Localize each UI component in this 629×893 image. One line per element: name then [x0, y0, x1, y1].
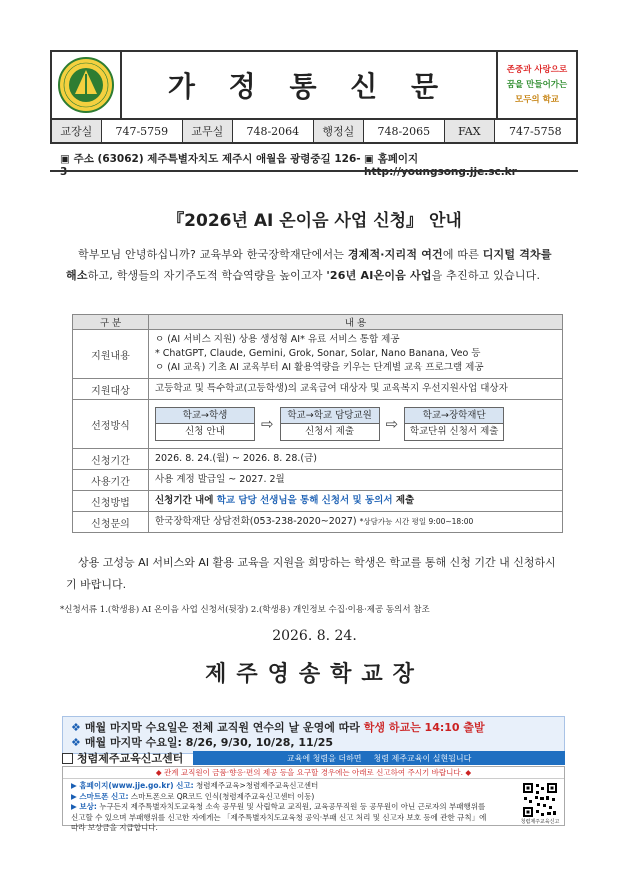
slogan-bar-text-2: 청렴 제주교육이 실현됩니다	[373, 753, 472, 763]
table-row	[73, 491, 563, 512]
slogan-line-1: 존중과 사랑으로	[506, 64, 568, 75]
phone-value-principal: 747-5759	[102, 120, 183, 142]
report-line-mobile	[71, 792, 491, 803]
school-address: ▣ 주소 (63062) 제주특별자치도 제주시 애월읍 광령중길 126-3	[60, 153, 361, 178]
flow-arrow-icon: ⇨	[261, 415, 274, 433]
report-line-web	[71, 781, 491, 792]
report-line-reward	[71, 802, 491, 834]
flow-arrow-icon: ⇨	[385, 415, 399, 433]
newsletter-title: 가 정 통 신 문	[167, 70, 451, 103]
row-label-method: 선정방식	[73, 400, 149, 449]
inquiry-phone: 한국장학재단 상담전화(053-238-2020~2027)	[155, 516, 357, 527]
report-line-reward-text: 누구든지 제주특별자치도교육청 소속 공무원 및 사립학교 교직원, 교육공무직원 등 공무원이 아닌 근로자의 부패행위를 신고할 수 있으며 부패행위를 신고한 자에게는 「제주특별자치도교육청 공익·부패 신고 처리 및 신고자 보호 등에 관한 규칙」에 따라 보상금을 지급합니다.	[71, 802, 487, 832]
slogan-bar-text-1: 교육에 청렴을 더하면	[286, 753, 362, 763]
notice-line-1-highlight: 학생 하교는 14:10 출발	[363, 721, 485, 734]
qr-code-icon[interactable]	[522, 782, 558, 818]
table-row	[73, 470, 563, 491]
checkbox-icon	[62, 753, 73, 764]
report-line-web-text: 청렴제주교육>청렴제주교육신고센터	[193, 781, 319, 790]
program-info-table	[72, 314, 563, 533]
flow-step-1-head: 학교→학생	[156, 408, 254, 424]
school-emblem-icon	[57, 56, 115, 114]
issue-date: 2026. 8. 24.	[272, 628, 357, 644]
notice-line-2-text: 매월 마지막 수요일: 8/26, 9/30, 10/28, 11/25	[84, 736, 334, 749]
selection-flow	[155, 403, 556, 445]
intro-paragraph	[66, 244, 566, 286]
phone-label-fax: FAX	[445, 120, 495, 142]
flow-step-2-head: 학교→학교 담당교원	[281, 408, 379, 424]
intro-bold-2: 디지털 격차를 해소	[66, 248, 552, 282]
content-line-2: * ChatGPT, Claude, Gemini, Grok, Sonar, Solar, Nano Banana, Veo 등	[155, 348, 481, 359]
slogan-line-3: 모두의 학교	[514, 94, 559, 105]
intro-text-3: 하고, 학생들의 자기주도적 학습역량을 높이고자	[87, 269, 327, 282]
phone-label-academic: 교무실	[183, 120, 233, 142]
header-divider	[50, 170, 578, 172]
integrity-center-row	[62, 750, 565, 766]
how-text-3: 제출	[392, 495, 415, 506]
intro-bold-1: 경제적·지리적 여건	[347, 248, 443, 261]
notice-line-2	[71, 735, 556, 750]
how-text-1: 신청기간 내에	[155, 495, 217, 506]
row-value-inquiry	[149, 512, 563, 533]
dismissal-notice	[62, 716, 565, 754]
phone-value-academic: 748-2064	[233, 120, 314, 142]
table-row	[73, 379, 563, 400]
school-address-row	[60, 151, 572, 178]
report-line-reward-title: ▶ 보상:	[71, 802, 97, 811]
intro-text-2: 에 따른	[442, 248, 483, 261]
school-logo	[52, 52, 122, 118]
row-value-target: 고등학교 및 특수학교(고등학생)의 교육급여 대상자 및 교육복지 우선지원사업 대상자	[149, 379, 563, 400]
flow-step-3-head: 학교→장학재단	[405, 408, 503, 424]
report-line-mobile-title: ▶ 스마트폰 신고:	[71, 791, 129, 801]
phone-label-admin: 행정실	[314, 120, 364, 142]
phone-value-admin: 748-2065	[364, 120, 445, 142]
row-label-how: 신청방법	[73, 491, 149, 512]
table-header-row	[73, 315, 563, 330]
row-label-inquiry: 신청문의	[73, 512, 149, 533]
table-head-category: 구 분	[73, 315, 149, 330]
intro-bold-3: '26년 AI온이음 사업	[326, 269, 432, 282]
notice-line-1-text: 매월 마지막 수요일은 전체 교직원 연수의 날 운영에 따라	[84, 721, 364, 734]
row-label-target: 지원대상	[73, 379, 149, 400]
inquiry-hours: *상담가능 시간 평일 9:00~18:00	[359, 517, 474, 526]
row-label-period: 신청기간	[73, 449, 149, 470]
intro-text-4: 을 추진하고 있습니다.	[431, 269, 541, 282]
report-line-mobile-text: 스마트폰으로 QR코드 인식(청렴제주교육신고센터 이동)	[128, 791, 315, 801]
diamond-bullet-icon: ❖	[71, 736, 81, 749]
row-value-use: 사용 계정 발급일 ~ 2027. 2월	[149, 470, 563, 491]
row-label-content: 지원내용	[73, 330, 149, 379]
notice-line-1	[71, 720, 556, 735]
report-methods	[71, 781, 491, 834]
row-label-use: 사용기간	[73, 470, 149, 491]
table-row	[73, 330, 563, 379]
content-line-3: ㅇ (AI 교육) 기초 AI 교육부터 AI 활용역량을 키우는 단계별 교육 프로그램 제공	[155, 362, 484, 373]
integrity-slogan-bar	[193, 751, 565, 765]
newsletter-header	[50, 50, 578, 120]
row-value-content	[149, 330, 563, 379]
content-line-1: ㅇ (AI 서비스 지원) 상용 생성형 AI* 유료 서비스 통합 제공	[155, 334, 400, 345]
slogan-line-2: 꿈을 만들어가는	[506, 79, 568, 90]
qr-caption: 청렴제주교육신고	[520, 819, 560, 825]
report-warning: ◆ 관계 교직원이 금품·향응·편의 제공 등을 요구할 경우에는 아래로 신고하여 주시기 바랍니다. ◆	[63, 767, 564, 779]
application-note: 상용 고성능 AI 서비스와 AI 활용 교육을 지원을 희망하는 학생은 학교를 통해 신청 기간 내 신청하시기 바랍니다.	[66, 556, 556, 591]
attachment-note: *신청서류 1.(학생용) AI 온이음 사업 신청서(뒷장) 2.(학생용) 개인정보 수집·이용·제공 동의서 참조	[60, 605, 430, 615]
flow-step-2-body: 신청서 제출	[305, 426, 355, 437]
flow-step-1-body: 신청 안내	[185, 426, 225, 437]
school-slogan	[496, 52, 576, 118]
phone-directory	[50, 120, 578, 144]
school-homepage[interactable]: ▣ 홈페이지 http://youngsong.jje.sc.kr	[364, 153, 517, 178]
diamond-bullet-icon: ❖	[71, 721, 81, 734]
flow-step-3-body: 학교단위 신청서 제출	[409, 426, 499, 437]
report-footer	[62, 766, 565, 832]
flow-step-2	[280, 407, 380, 441]
table-row	[73, 512, 563, 533]
how-text-highlight: 학교 담당 선생님을 통해 신청서 및 동의서	[216, 495, 393, 506]
phone-label-principal: 교장실	[52, 120, 102, 142]
flow-step-1	[155, 407, 255, 441]
table-row	[73, 400, 563, 449]
row-value-how	[149, 491, 563, 512]
intro-text-1: 학부모님 안녕하십니까? 교육부와 한국장학재단에서는	[78, 248, 348, 261]
row-value-period: 2026. 8. 24.(월) ~ 2026. 8. 28.(금)	[149, 449, 563, 470]
table-head-content: 내 용	[149, 315, 563, 330]
integrity-center-name: 청렴제주교육신고센터	[77, 752, 184, 765]
phone-value-fax: 747-5758	[508, 124, 562, 138]
principal-signature: 제주영송학교장	[205, 661, 424, 687]
flow-step-3	[404, 407, 504, 441]
row-value-method	[149, 400, 563, 449]
report-line-web-title: ▶ 홈페이지(www.jje.go.kr) 신고:	[71, 781, 194, 790]
document-title: 『2026년 AI 온이음 사업 신청』 안내	[167, 211, 462, 231]
table-row	[73, 449, 563, 470]
